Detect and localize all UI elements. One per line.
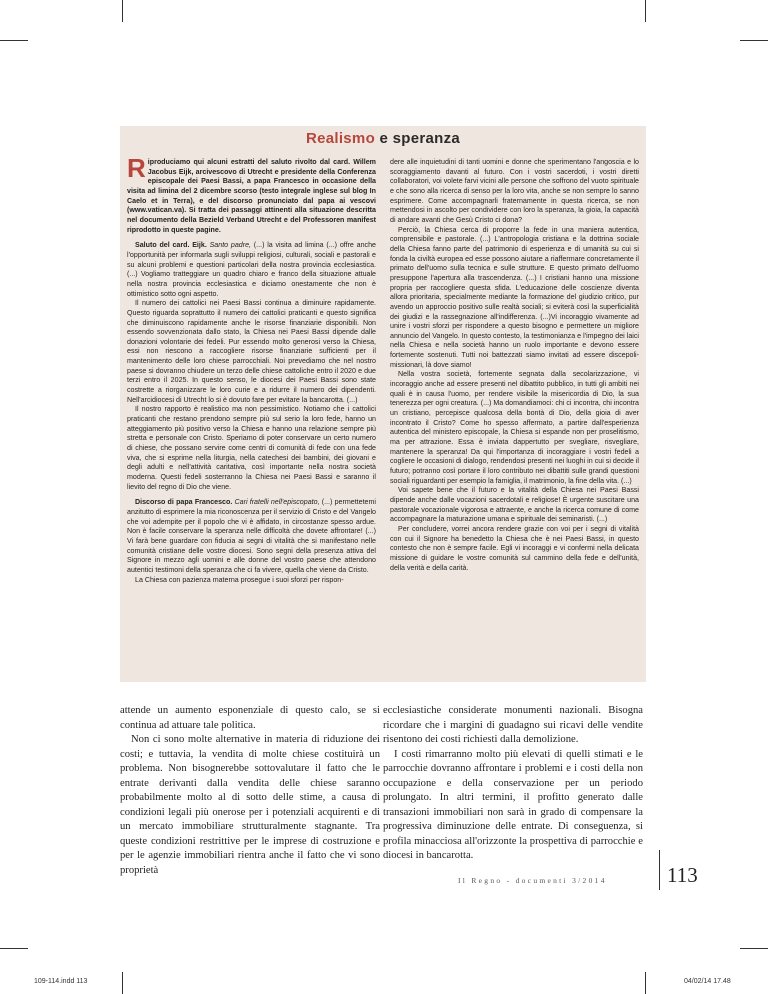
crop-mark: [0, 40, 28, 41]
box-column-right: [390, 158, 639, 573]
box-paragraph: Per concludere, vorrei ancora rendere grazie con voi per i segni di vitalità con cui il Signore ha benedetto la Chiesa che è nei Paesi Bassi, in questo contesto che non è sempre facile. Egli vi incoraggi e vi confermi nella delicata missione di guidare le vostre comunità sul cammino della fede e dell'unità, della verità e della carità.: [390, 524, 639, 572]
box-paragraph: Nella vostra società, fortemente segnata dalla secolarizzazione, vi incoraggio anche ad essere presenti nel dibattito pubblico, in tutti gli ambiti nei quali è in causa l'uomo, per rendere visibile la misericordia di Dio, la sua tenerezza per ogni creatura. (...) Ma domandiamoci: chi ci incontra, chi incontra un cristiano, percepisce qualcosa della bontà di Dio, della gioia di aver incontrato il Cristo? Come ho spesso affermato, a partire dall'esperienza autentica del ministero episcopale, la Chiesa si espande non per proselitismo, ma per attrazione. Essa è inviata dappertutto per svegliare, risvegliare, mantenere la speranza! Da qui l'importanza di incoraggiare i vostri fedeli a cogliere le occasioni di dialogo, rendendosi presenti nei luoghi in cui si decide il futuro; potranno così portare il loro contributo nei dibattiti sulle grandi questioni sociali riguardanti per esempio la famiglia, il matrimonio, la fine della vita. (...): [390, 370, 639, 485]
box-paragraph: La Chiesa con pazienza materna prosegue i suoi sforzi per rispon-: [135, 575, 344, 584]
sidebar-article-box: [120, 126, 646, 682]
running-footer: Il Regno - documenti 3/2014: [458, 876, 607, 885]
main-column-right: [383, 704, 643, 864]
body-paragraph: ecclesiastiche considerate monumenti nazionali. Bisogna ricordare che i margini di guadagno sui ricavi delle vendite risentono dei costi richiesti dalla demolizione.: [383, 705, 643, 745]
footer-divider: [659, 850, 660, 890]
box-paragraph: Saluto del card. Eijk. Santo padre, (...) la visita ad limina (...) offre anche l'opportunità per informarla sugli sviluppi religiosi, culturali, sociali e pastorali e su alcuni problemi e questioni particolari della nostra provincia ecclesiastica. (...) Vogliamo tratteggiare un quadro chiaro e franco della situazione attuale nella nostra provincia ecclesiastica e diciamo onestamente che non è ottimistico sotto ogni aspetto.: [127, 241, 376, 298]
box-title-accent: Realismo: [305, 130, 376, 147]
box-paragraph: Discorso di papa Francesco. Cari fratelli nell'episcopato, (...) permettetemi anzitutto di esprimere la mia riconoscenza per il servizio di Cristo e del Vangelo che voi adempite per il popolo che vi è affidato, in circostanze spesso ardue. Non è facile conservare la speranza nelle difficoltà che dovete affrontare! (...) Vi farà bene guardare con fiducia ai segni di vitalità che si manifestano nelle comunità cristiane delle vostre diocesi. Sono segni della presenza attiva del Signore in mezzo agli uomini e alle donne del vostro paese che attendono autentici testimoni della speranza che ci fa vivere, quella che viene da Cristo.: [127, 498, 376, 574]
crop-mark: [0, 948, 28, 949]
box-paragraph: Il nostro rapporto è realistico ma non pessimistico. Notiamo che i cattolici praticanti che restano prendono sempre più sul serio la loro fede, hanno un atteggiamento più positivo verso la Chiesa e hanno una relazione sempre più stretta e personale con Cristo. Speriamo di poter conservare un certo numero di chiese, che possano servire come centri di comunità di fede con una fede viva, che si esprime nella liturgia, nella catechesi dei bambini, dei giovani e degli adulti e nell'attività caritativa, così importante nella nostra società moderna. Questi fedeli sosterranno la Chiesa nei Paesi Bassi e saranno il lievito del regno di Dio che viene.: [127, 405, 376, 491]
crop-mark: [122, 972, 123, 994]
box-intro: [127, 153, 376, 235]
page-number: 113: [667, 863, 698, 887]
main-column-left: [120, 704, 380, 878]
crop-mark: [122, 0, 123, 22]
drop-cap: R: [127, 153, 146, 183]
crop-mark: [740, 40, 768, 41]
box-paragraph: Il numero dei cattolici nei Paesi Bassi continua a diminuire rapidamente. Questo riguarda soprattutto il numero dei cattolici praticanti e questo significa che diminuiscono rapidamente anche le risorse finanziarie disponibili. Non essendo sovvenzionata dallo stato, la Chiesa nei Paesi Bassi dipende dalle donazioni volontarie dei fedeli. Pur essendo molto generosi verso la Chiesa, essi non riescono a raccogliere risorse finanziarie sufficienti per il mantenimento delle loro chiese parrocchiali. Noi prevediamo che nel nostro paese si dovranno chiudere un terzo delle chiese cattoliche entro il 2020 e due terzi entro il 2025. In questo senso, le diocesi dei Paesi Bassi sono state costrette a riorganizzare le loro curie e a ridurre il numero dei dipendenti. Nell'arcidiocesi di Utrecht lo si è dovuto fare per evitare la bancarotta. (...): [127, 299, 376, 404]
crop-mark: [645, 972, 646, 994]
crop-mark: [645, 0, 646, 22]
box-title-rest: e speranza: [379, 130, 461, 147]
crop-mark: [740, 948, 768, 949]
box-paragraph: Perciò, la Chiesa cerca di proporre la fede in una maniera autentica, comprensibile e pastorale. (...) L'antropologia cristiana e la dottrina sociale della Chiesa fanno parte del patrimonio di esperienza e di umanità su cui si fonda la civiltà europea ed esse possono aiutare a riaffermare concretamente il primato dell'uomo sulla tecnica e sulle strutture. E questo primato dell'uomo presuppone l'apertura alla trascendenza. (...) I cristiani hanno una missione propria per raccogliere questa sfida. L'educazione delle coscienze diventa allora prioritaria, specialmente mediante la formazione del giudizio critico, pur avendo un approccio positivo sulle realtà sociali; si eviterà così la superficialità dei giudizi e la rassegnazione all'indifferenza. (...)Vi incoraggio vivamente ad unire i vostri sforzi per rispondere a questo bisogno e permettere un migliore annuncio del Vangelo. In questo contesto, la testimonianza e l'impegno dei laici nella Chiesa e nella società hanno un ruolo importante e devono essere fortemente sostenuti. Tutti noi battezzati siamo invitati ad essere discepoli-missionari, là dove siamo!: [390, 225, 639, 369]
box-intro-text: iproduciamo qui alcuni estratti del saluto rivolto dal card. Willem Jacobus Eijk, arcivescovo di Utrecht e presidente della Conferenza episcopale dei Paesi Bassi, a papa Francesco in occasione della visita ad limina del 2 dicembre scorso (testo integrale inglese sul blog In Caelo et in Terra), e del discorso pronunciato dal papa ai vescovi (www.vatican.va). Si tratta dei passaggi attinenti alla situazione descritta nel documento della Bezield Verband Utrecht e del Professoren manifest riprodotto in queste pagine.: [127, 158, 376, 234]
box-column-left: [127, 153, 376, 585]
body-paragraph: I costi rimarranno molto più elevati di quelli stimati e le parrocchie dovranno affrontare i problemi e i costi della non occupazione e della conservazione per un periodo prolungato. In altri termini, il profitto generato dalle transazioni immobiliari non sarà in grado di compensare la progressiva diminuzione delle entrate. Di conseguenza, si profila minacciosa all'orizzonte la prospettiva di parrocchie e diocesi in bancarotta.: [383, 748, 643, 861]
body-paragraph: attende un aumento esponenziale di questo calo, se si continua ad attuare tale politica.: [120, 705, 380, 731]
box-paragraph: dere alle inquietudini di tanti uomini e donne che sperimentano l'angoscia e lo scoraggiamento davanti al futuro. Con i vostri sacerdoti, i vostri diretti collaboratori, voi volete farvi vicini alle persone che soffrono del vuoto spirituale e che sono alla ricerca di senso per la loro vita, anche se non sempre lo sanno esprimere. Come accompagnarli fraternamente in questa ricerca, se non mettendosi in ascolto per condividere con loro la speranza, la gioia, la capacità di andare avanti che Gesù Cristo ci dona?: [390, 158, 639, 224]
body-paragraph: Non ci sono molte alternative in materia di riduzione dei costi; e tuttavia, la vendita di molte chiese costituirà un problema. Non bisognerebbe sottovalutare il fatto che le entrate derivanti dalla vendita delle chiese saranno probabilmente molto al di sotto delle stime, a causa di condizioni legali più onerose per i potenziali acquirenti e di un mercato immobiliare strutturalmente stagnante. Tra queste condizioni restrittive per le imprese di costruzione e per le agenzie immobiliari rientra anche il fatto che vi sono proprietà: [120, 734, 380, 876]
print-slug-date: 04/02/14 17.48: [684, 978, 731, 985]
box-paragraph: Voi sapete bene che il futuro e la vitalità della Chiesa nei Paesi Bassi dipende anche dalle vocazioni sacerdotali e religiose! È urgente suscitare una pastorale vocazionale vigorosa e attraente, e anche la ricerca comune di come accompagnare la maturazione umana e spirituale dei seminaristi. (...): [390, 486, 639, 524]
box-title: [120, 130, 646, 147]
print-slug-file: 109-114.indd 113: [34, 978, 88, 985]
